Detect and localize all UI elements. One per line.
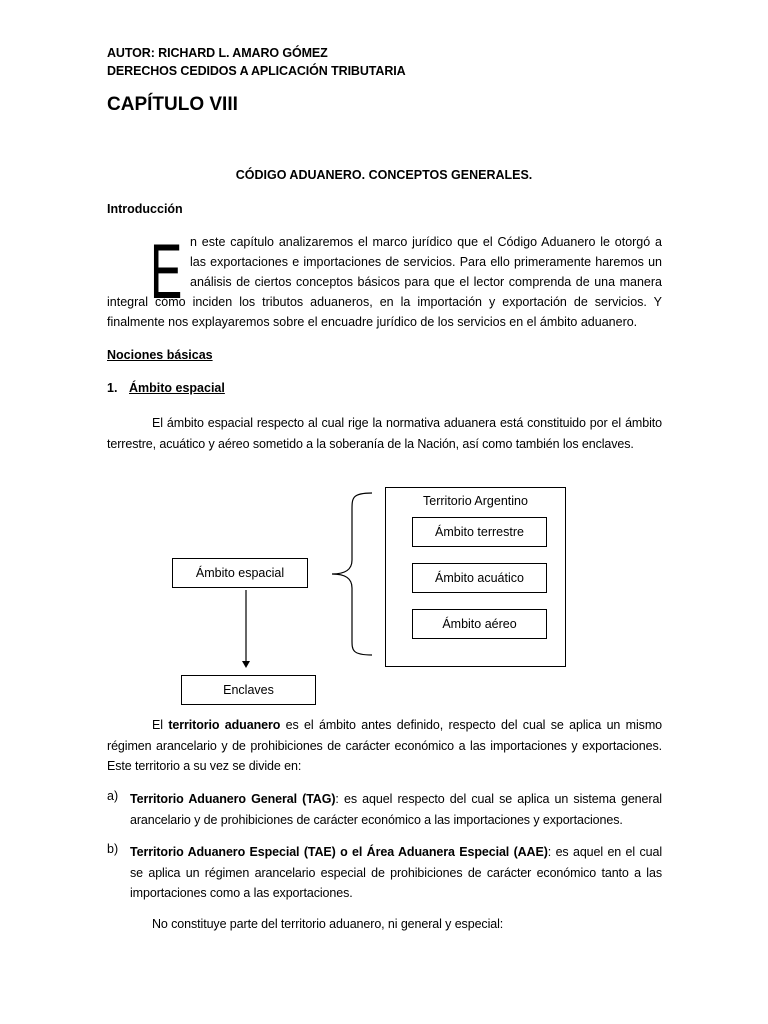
item-number: 1.: [107, 381, 118, 395]
list-item-a: [130, 789, 662, 830]
intro-line-5: finalmente nos explayaremos sobre el encuadre jurídico de los servicios en el ámbito aduanero.: [107, 315, 638, 329]
ambito-acuatico-box: Ámbito acuático: [412, 563, 547, 593]
document-title: CÓDIGO ADUANERO. CONCEPTOS GENERALES.: [235, 168, 533, 182]
territorio-post: es el ámbito antes definido, respecto del cual se aplica un mismo régimen arancelario y de prohibiciones de carácter económico a las importaciones y exportaciones. Este territorio a su vez se divide en:: [107, 718, 662, 773]
list-item-a-text: : es aquel respecto del cual se aplica un sistema general arancelario y de prohibiciones de carácter económico a las importaciones y exportaciones.: [130, 792, 662, 827]
list-item-b-bold: Territorio Aduanero Especial (TAE) o el Área Aduanera Especial (AAE): [130, 845, 548, 859]
nociones-heading: Nociones básicas: [107, 348, 213, 362]
ambito-espacial-box: Ámbito espacial: [172, 558, 308, 588]
list-item-a-bold: Territorio Aduanero General (TAG): [130, 792, 336, 806]
author-line: AUTOR: RICHARD L. AMARO GÓMEZ: [107, 46, 328, 60]
curly-brace: [332, 493, 372, 655]
chapter-title: CAPÍTULO VIII: [107, 94, 238, 115]
rights-line: DERECHOS CEDIDOS A APLICACIÓN TRIBUTARIA: [107, 64, 406, 78]
list-item-b: [130, 842, 662, 904]
list-item-b-text: : es aquel en el cual se aplica un régimen arancelario especial de prohibiciones de carácter económico tanto a las importaciones como a las exportaciones.: [130, 845, 663, 900]
list-label-a: a): [107, 789, 119, 803]
territory-diagram: [0, 480, 768, 710]
item-title: Ámbito espacial: [129, 381, 225, 395]
ambito-paragraph: El ámbito espacial respecto al cual rige la normativa aduanera está constituido por el ámbito terrestre, acuático y aéreo sometido a la soberanía de la Nación, así como también los enclaves.: [107, 416, 662, 451]
closing-paragraph: No constituye parte del territorio aduanero, ni general y especial:: [152, 917, 504, 931]
territorio-argentino-label: Territorio Argentino: [423, 494, 528, 508]
diagram-connectors: [0, 480, 768, 710]
intro-line-4: integral cómo inciden los tributos aduaneros, en la importación y exportación de servicios. Y: [107, 295, 662, 309]
territorio-bold: territorio aduanero: [168, 718, 281, 732]
intro-line-1: n este capítulo analizaremos el marco jurídico que el Código Aduanero le otorgó a: [190, 235, 662, 249]
territorio-paragraph: [107, 715, 662, 777]
territorio-pre: El: [152, 718, 169, 732]
drop-cap: E: [150, 227, 183, 315]
ambito-aereo-box: Ámbito aéreo: [412, 609, 547, 639]
enclaves-box: Enclaves: [181, 675, 316, 705]
intro-line-3: análisis de ciertos conceptos básicos para que el lector comprenda de una manera: [190, 275, 662, 289]
intro-heading: Introducción: [107, 202, 183, 216]
ambito-terrestre-box: Ámbito terrestre: [412, 517, 547, 547]
list-label-b: b): [107, 842, 119, 856]
arrow-head-icon: [242, 661, 250, 668]
intro-line-2: las exportaciones e importaciones de servicios. Para ello primeramente haremos un: [190, 255, 662, 269]
